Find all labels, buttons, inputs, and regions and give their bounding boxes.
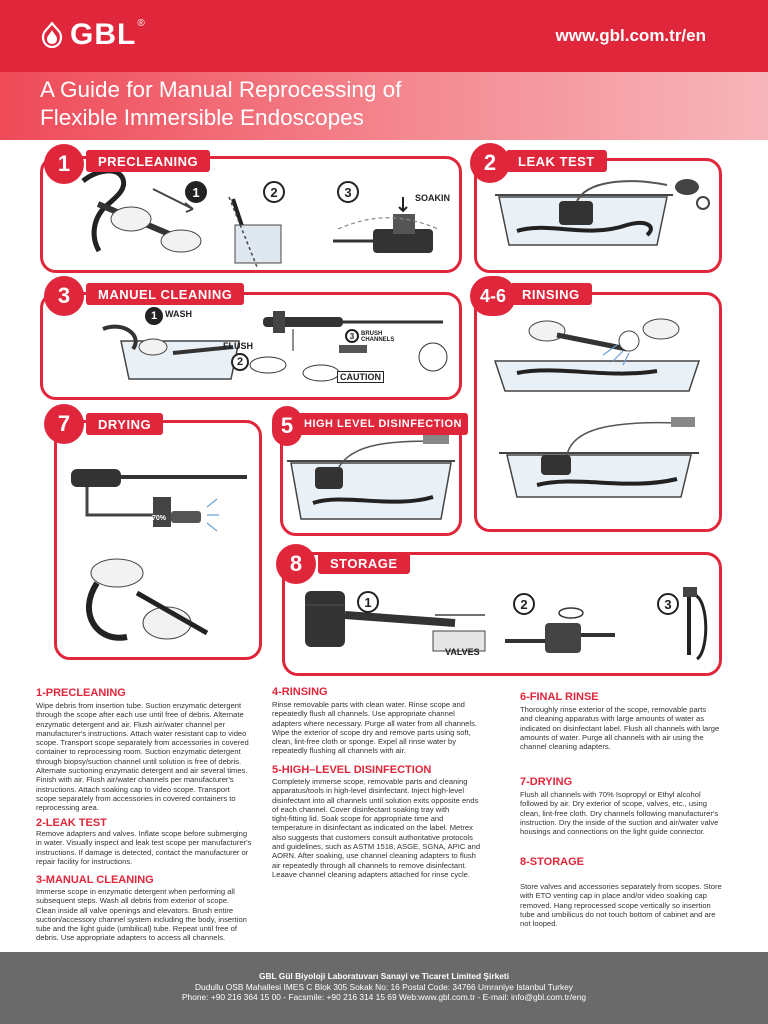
- manual-step-1: 1: [145, 307, 163, 325]
- precleaning-step-2: 2: [263, 181, 285, 203]
- card-drying: [54, 420, 262, 660]
- brand-logo: [40, 18, 145, 52]
- heading-drying: 7-DRYING: [520, 776, 573, 788]
- registered-mark: ®: [137, 17, 145, 29]
- valves-label: VALVES: [445, 647, 480, 657]
- footer-address: Dudullu OSB Mahallesi IMES C Blok 305 Sokak No: 16 Postal Code: 34766 Umraniye Istanbul Turkey: [195, 981, 573, 992]
- text-final-rinse: Thoroughly rinse exterior of the scope, removable parts and cleaning apparatus with large amounts of water as indicated on disinfectant label. Flush all channels with large amounts of water. Purge all channels with air using the channel cleaning adapters.: [520, 705, 720, 752]
- rinsing-illustration: [477, 295, 719, 529]
- card-precleaning: [40, 156, 462, 273]
- precleaning-step-3: 3: [337, 181, 359, 203]
- step-number-4-6: 4-6: [470, 276, 516, 316]
- text-rinsing: Rinse removable parts with clean water. Rinse scope and repeatedly flush all channels. Use appropriate channel adapters where necessary. Purge all water from all channels. Wipe the exterior of scope dry and remove parts using soft, clean, lint-free cloth or sponge. Expel all rinse water by repeatedly flushing all channels with air.: [272, 700, 477, 756]
- heading-manual-cleaning: 3-MANUAL CLEANING: [36, 874, 154, 886]
- card-rinsing: [474, 292, 722, 532]
- drying-illustration: [57, 423, 259, 657]
- text-drying: Flush all channels with 70% Isopropyl or Ethyl alcohol followed by air. Dry exterior of scope, valves, etc., using clean, lint-free cloth. Dry channels following manufacturer's instruction. Dry the inside of the suction and air/water valve housings and connections on the light guide connector.: [520, 790, 719, 837]
- card-leak-test: [474, 158, 722, 273]
- step-number-3: 3: [44, 276, 84, 316]
- text-hld: Completely immerse scope, removable parts and cleaning apparatus/tools in high-level disinfectant. Inject high-level disinfectant into all channels until solution exits opposite ends of each channel. Cover disinfectant soaking tray with tight-fitting lid. Soak scope for appropriate time and temperature in disinfectant as indicated on the label. Metrex also suggests that customers consult authoritative protocols and guidelines, such as ASTM 1518, ASGE, SGNA, APIC and AORN. After soaking, use channel cleaning adapters to flush air repeatedly through all channels to remove disinfectant. Leaave channel cleaning adapters attached for rinse cycle.: [272, 777, 481, 879]
- tag-leak-test: LEAK TEST: [506, 150, 607, 172]
- wash-label: WASH: [165, 309, 192, 319]
- text-leak-test: Remove adapters and valves. Inflate scope before submerging in water. Visually inspect and leak test scope per manufacturer's instructions. If damage is detected, contact the manufacturer or repair facility for instructions.: [36, 829, 252, 866]
- tag-precleaning: PRECLEANING: [86, 150, 210, 172]
- soaking-label: SOAKIN: [415, 193, 451, 203]
- manual-step-3: 3: [345, 329, 359, 343]
- brand-name: GBL: [70, 18, 137, 51]
- step-number-1: 1: [44, 144, 84, 184]
- caution-label: CAUTION: [337, 371, 384, 383]
- precleaning-step-1: 1: [185, 181, 207, 203]
- heading-leak-test: 2-LEAK TEST: [36, 817, 107, 829]
- precleaning-illustration: [43, 159, 459, 270]
- step-number-2: 2: [470, 143, 510, 183]
- step-number-7: 7: [44, 404, 84, 444]
- heading-storage: 8-STORAGE: [520, 856, 584, 868]
- title-line-1: A Guide for Manual Reprocessing of: [40, 77, 402, 102]
- page-title: [40, 76, 600, 132]
- heading-rinsing: 4-RINSING: [272, 686, 328, 698]
- logo-flame-icon: [40, 22, 64, 48]
- website-link[interactable]: www.gbl.com.tr/en: [555, 26, 706, 45]
- step-number-8: 8: [276, 544, 316, 584]
- tag-storage: STORAGE: [318, 552, 410, 574]
- footer: [0, 952, 768, 1024]
- storage-step-2: 2: [513, 593, 535, 615]
- tag-hld: HIGH LEVEL DISINFECTION: [298, 413, 468, 435]
- hld-illustration: [283, 423, 459, 533]
- title-line-2: Flexible Immersible Endoscopes: [40, 105, 364, 130]
- text-precleaning: Wipe debris from insertion tube. Suction enzymatic detergent through the scope after each use until free of debris. Alternate enzymatic detergent and air. Flush air/water channel per manufacturer's instructions. Attach water resistant cap to video scope. Transport scope separately from accessories in covered container to reprocessing room. Suction enzymatic detergent through biopsy/suction channel until solution is free of debris. Alternate suctioning enzymatic detergent and air several times. Finish with air. Flush air/water channels per manufacturer's instructions. Attach soaking cap to video scope. Transport scope separately from accessories in covered containers to reprocessing area.: [36, 701, 249, 813]
- card-manual-cleaning: [40, 292, 462, 400]
- storage-step-3: 3: [657, 593, 679, 615]
- text-manual-cleaning: Immerse scope in enzymatic detergent when performing all subsequent steps. Wash all debris from exterior of scope. Clean inside all valve openings and elevators. Brush entire suction/accessory channel system including the body, insertion tube and the light guide (umbilical) tube. Repeat until free of debris. Use appropriate adapters to access all channels.: [36, 887, 247, 943]
- heading-precleaning: 1-PRECLEANING: [36, 687, 126, 699]
- card-hld: [280, 420, 462, 536]
- tag-rinsing: RINSING: [510, 283, 592, 305]
- heading-hld: 5-HIGH–LEVEL DISINFECTION: [272, 764, 432, 776]
- flush-label: FLUSH: [223, 341, 253, 351]
- brush-channels-label: BRUSH CHANNELS: [361, 331, 395, 343]
- footer-contact: Phone: +90 216 364 15 00 - Facsmile: +90 216 314 15 69 Web:www.gbl.com.tr - E-mail: info@gbl.com.tr/eng: [181, 992, 587, 1002]
- tag-manual-cleaning: MANUEL CLEANING: [86, 283, 244, 305]
- bottle-label: 70%: [152, 515, 167, 522]
- footer-company: GBL Gül Biyoloji Laboratuvarı Sanayi ve Ticaret Limited Şirketi: [258, 971, 510, 981]
- text-storage: Store valves and accessories separately from scopes. Store with ETO venting cap in place and/or video soaking cap removed. Hang reprocessed scope vertically so insertion tube and umbilicus do not touch bottom of cabinet and are not looped.: [520, 882, 722, 929]
- heading-final-rinse: 6-FINAL RINSE: [520, 691, 599, 703]
- leak-test-illustration: [477, 161, 719, 270]
- tag-drying: DRYING: [86, 413, 163, 435]
- manual-step-2: 2: [231, 353, 249, 371]
- storage-step-1: 1: [357, 591, 379, 613]
- step-number-5: 5: [272, 406, 302, 446]
